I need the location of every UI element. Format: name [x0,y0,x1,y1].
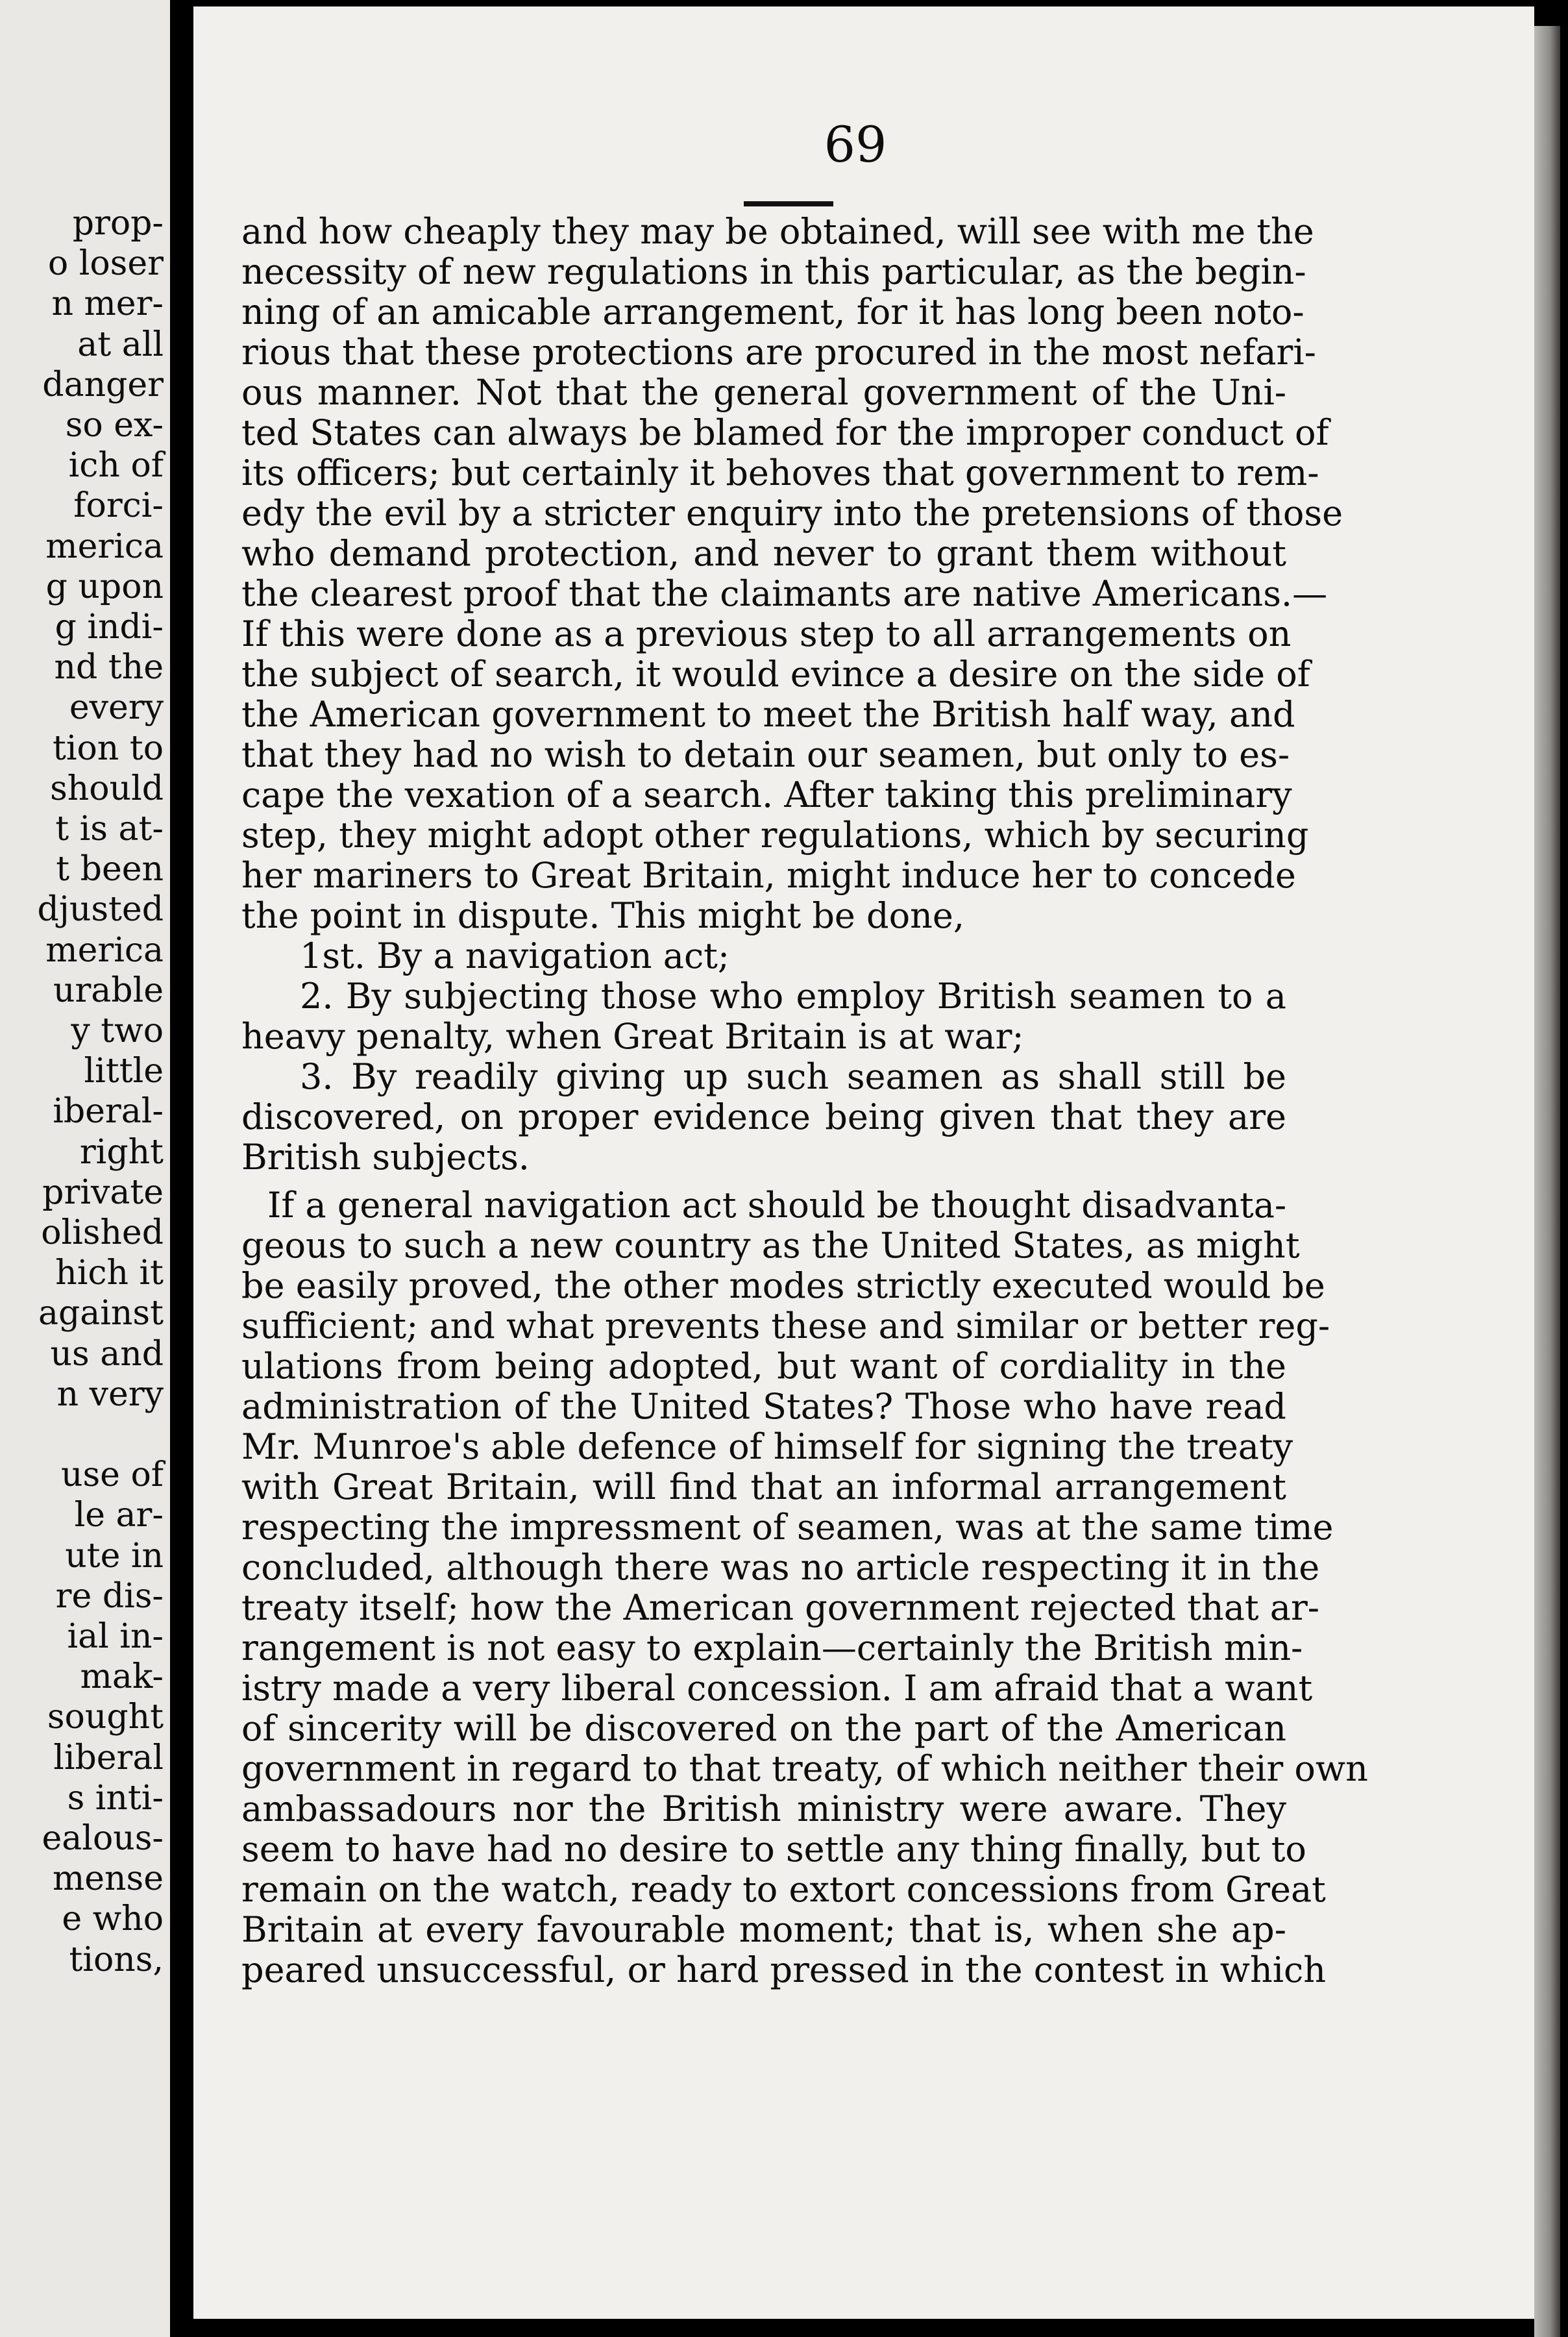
paragraph-2-line: peared unsuccessful, or hard pressed in the contest in which [241,1949,1327,1990]
paragraph-1-line: the subject of search, it would evince a desire on the side of [241,654,1310,695]
left-page-fragment: re dis- [55,1576,164,1616]
left-page-fragment: g upon [45,567,164,606]
left-page-fragment: ute in [65,1536,164,1576]
left-page-fragment: use of [60,1455,164,1495]
paragraph-1-line: edy the evil by a stricter enquiry into the pretensions of those [241,493,1343,534]
paragraph-2-line: geous to such a new country as the United States, as might [241,1225,1300,1266]
left-page-fragment: little [84,1052,164,1091]
paragraph-2-line: ambassadours nor the British ministry were aware. They [241,1788,1286,1829]
paragraph-1-line: its officers; but certainly it behoves that government to rem- [241,452,1319,493]
left-page-fragment: ealous- [42,1819,164,1858]
left-page-fragment: t is at- [55,810,164,848]
paragraph-1-line: the American government to meet the British half way, and [241,694,1295,735]
paragraph-2-line: with Great Britain, will find that an informal arrangement [241,1466,1286,1507]
paragraph-1-line: rious that these protections are procured in the most nefari- [241,332,1316,373]
list-item-line: discovered, on proper evidence being given that they are [241,1096,1286,1137]
paragraph-1-line: who demand protection, and never to grant them without [241,533,1286,574]
paragraph-2-line: be easily proved, the other modes strictly executed would be [241,1265,1325,1306]
paragraph-2-line: rangement is not easy to explain—certainly the British min- [241,1627,1303,1668]
paragraph-1-line: cape the vexation of a search. After taking this preliminary [241,774,1292,815]
paragraph-2-line: treaty itself; how the American government rejected that ar- [241,1587,1320,1628]
left-page-fragment: ich of [68,446,164,486]
left-page-fragment: hich it [55,1254,164,1293]
left-page-fragment: mak- [80,1657,164,1697]
paragraph-1-line: ning of an amicable arrangement, for it has long been noto- [241,291,1305,332]
left-page-fragment: against [38,1294,164,1333]
left-page-fragment: merica [45,526,164,566]
left-page-fragment: should [50,769,164,808]
left-page [0,0,170,2337]
left-page-fragment: private [42,1172,164,1212]
list-item-line: 2. By subjecting those who employ British seamen to a [300,976,1286,1017]
left-page-fragment: tion to [52,728,164,768]
left-page-fragment: merica [45,930,164,970]
left-page-fragment: ial in- [67,1617,164,1656]
left-page-fragment: n very [56,1374,164,1414]
body-text [241,211,1368,1990]
paragraph-1-line: ous manner. Not that the general government of the Uni- [241,372,1286,413]
paragraph-1-line: step, they might adopt other regulations, which by securing [241,815,1309,856]
left-page-fragment: right [79,1132,164,1172]
left-page-fragment: danger [42,365,164,404]
page-number-rule [744,201,833,206]
paragraph-2-line: concluded, although there was no article respecting it in the [241,1547,1320,1588]
left-page-fragment: o loser [47,244,164,284]
left-page-fragment: sought [47,1698,164,1737]
left-page-fragment: so ex- [65,406,164,445]
paragraph-2-line: sufficient; and what prevents these and similar or better reg- [241,1305,1330,1346]
paragraph-2-line: ulations from being adopted, but want of cordiality in the [241,1346,1286,1387]
left-page-fragment: n mer- [51,284,164,324]
left-page-fragment: nd the [54,648,164,687]
left-page-fragment: tions, [69,1940,164,1979]
list-item-line: 1st. By a navigation act; [300,935,730,976]
paragraph-1-line: ted States can always be blamed for the improper conduct of [241,412,1329,453]
left-page-fragment: le ar- [74,1496,164,1535]
left-page-fragment: iberal- [53,1092,164,1131]
paragraph-1-line: and how cheaply they may be obtained, will see with me the [241,211,1314,252]
left-page-fragment: liberal [53,1738,164,1777]
page-edge [1534,26,1560,2337]
left-page-fragment: olished [41,1213,164,1252]
paragraph-1-line: the point in dispute. This might be done, [241,895,964,936]
paragraph-2-line: If a general navigation act should be thought disadvanta- [267,1185,1287,1226]
book-gutter [170,0,193,2337]
paragraph-2-line: administration of the United States? Those who have read [241,1386,1286,1427]
paragraph-2-line: respecting the impressment of seamen, was at the same time [241,1507,1334,1548]
list-item-line: British subjects. [241,1137,530,1178]
page-number: 69 [824,116,887,173]
paragraph-2-line: Britain at every favourable moment; that is, when she ap- [241,1909,1286,1950]
paragraph-1-line: that they had no wish to detain our seamen, but only to es- [241,734,1290,775]
paragraph-2-line: of sincerity will be discovered on the part of the American [241,1708,1286,1749]
paragraph-2-line: seem to have had no desire to settle any thing finally, but to [241,1829,1306,1870]
paragraph-1-line: If this were done as a previous step to all arrangements on [241,613,1292,654]
left-page-fragment: y two [71,1011,164,1050]
left-page-fragment: mense [52,1859,164,1899]
left-page-fragment: forci- [73,486,164,526]
paragraph-1-line: the clearest proof that the claimants are native Americans.— [241,573,1328,614]
paragraph-1-line: necessity of new regulations in this particular, as the begin- [241,251,1306,292]
left-page-fragment: urable [53,971,164,1010]
paragraph-2-line: remain on the watch, ready to extort concessions from Great [241,1869,1326,1910]
left-page-fragment: g indi- [55,608,164,647]
paragraph-2-line: Mr. Munroe's able defence of himself for signing the treaty [241,1426,1293,1467]
left-page-fragment: djusted [37,890,164,930]
left-page-fragment: us and [50,1334,164,1374]
paragraph-2-line: government in regard to that treaty, of which neither their own [241,1748,1368,1789]
list-item-line: heavy penalty, when Great Britain is at war; [241,1016,1024,1057]
left-page-fragment: s inti- [67,1778,164,1818]
left-page-fragment: every [69,688,164,728]
paragraph-2-line: istry made a very liberal concession. I am afraid that a want [241,1668,1313,1709]
left-page-fragment: at all [77,325,164,364]
paragraph-1-line: her mariners to Great Britain, might induce her to concede [241,855,1296,896]
left-page-fragment: t been [56,850,164,889]
list-item-line: 3. By readily giving up such seamen as shall still be [300,1056,1286,1097]
left-page-fragment: e who [62,1899,164,1939]
left-page-fragment: prop- [72,204,164,243]
